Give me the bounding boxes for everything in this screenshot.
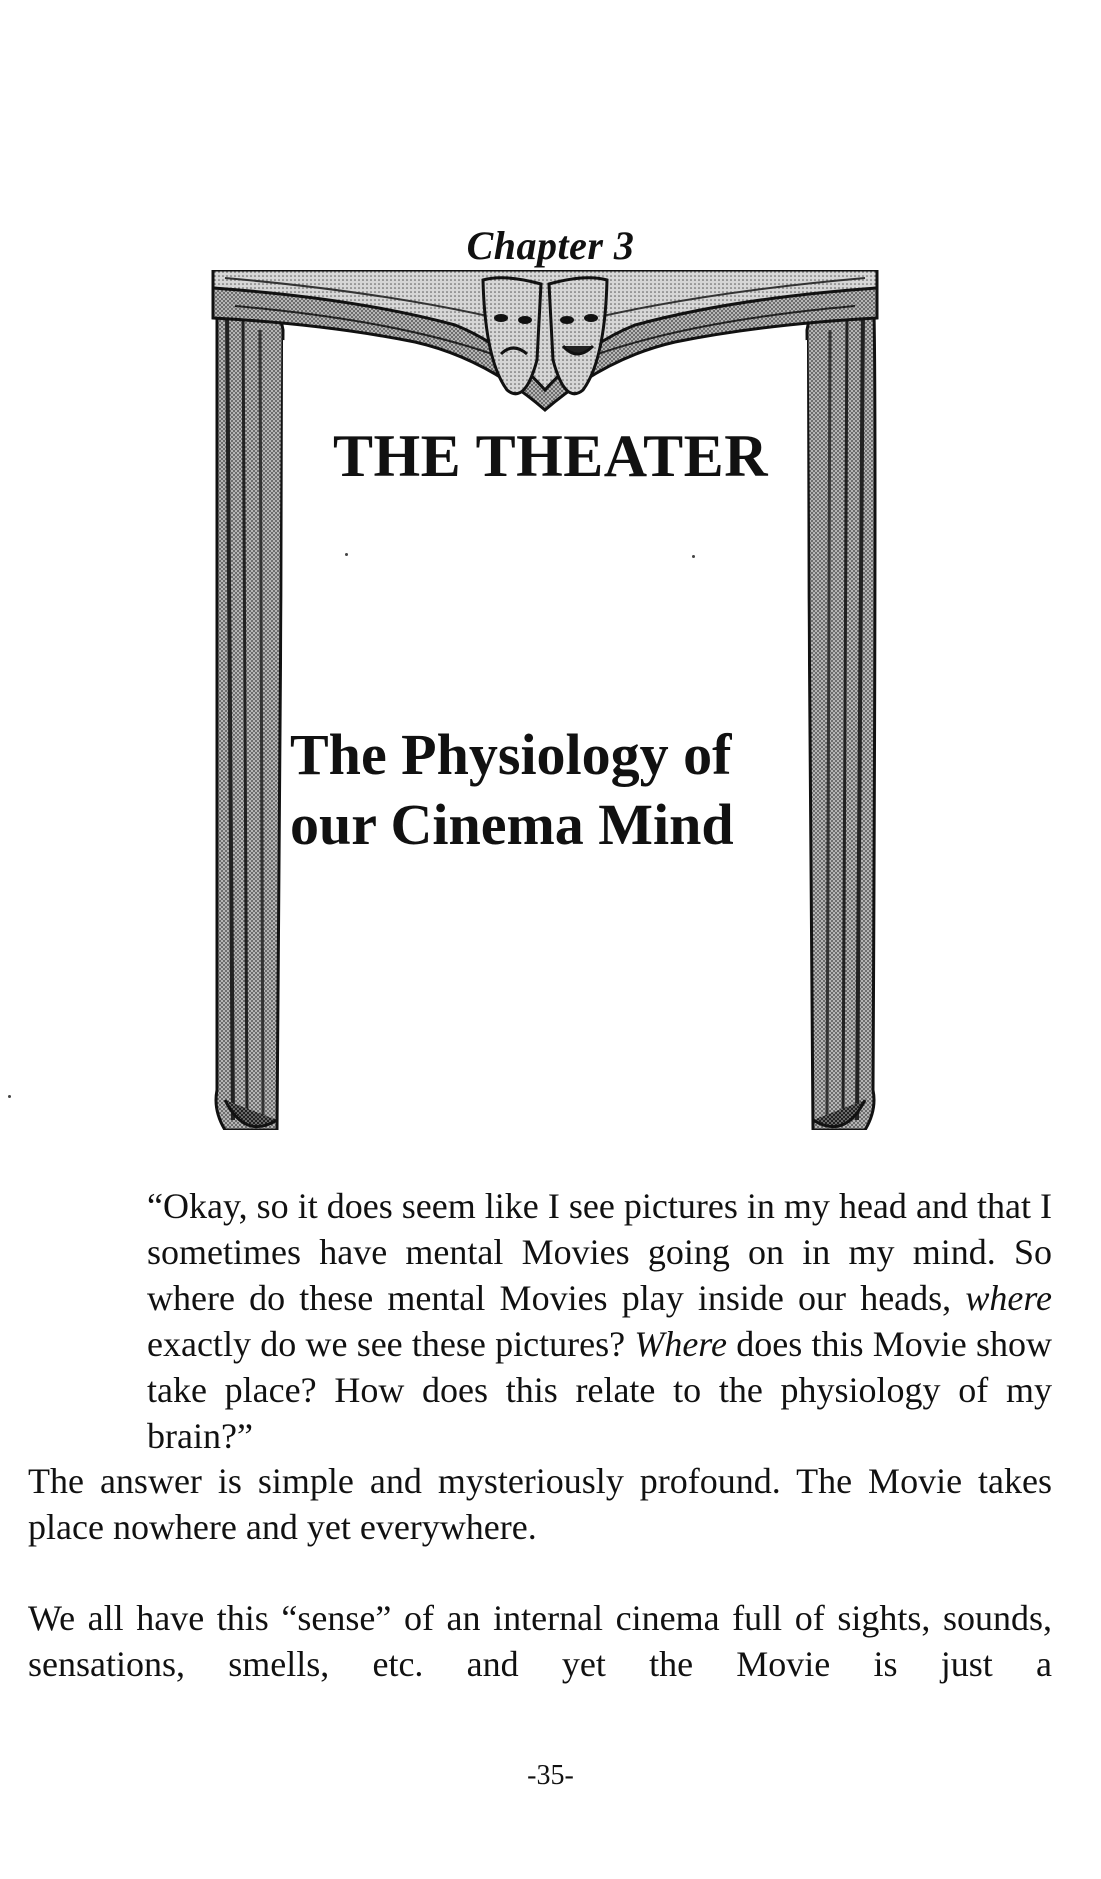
left-drape [216, 290, 283, 1130]
page-number: -35- [527, 1760, 574, 1791]
indented-quote [147, 1183, 1052, 1459]
quote-part-1: “Okay, so it does seem like I see pictures in my head and that I sometimes have mental Movies going on in my mind. So where do these mental Movies play inside our heads, [147, 1186, 1052, 1318]
quote-part-2: exactly do we see these pictures? [147, 1324, 635, 1364]
right-drape [807, 290, 875, 1130]
quote-emphasis-where-2: Where [634, 1324, 727, 1364]
curtain-illustration [205, 270, 885, 1130]
chapter-title: THE THEATER [332, 423, 769, 489]
quote-part-3: does this Movie show take place? How does this relate to the physiology of my brain?” [147, 1324, 1052, 1456]
body-paragraph-2: We all have this “sense” of an internal cinema full of sights, sounds, sensations, smells, etc. and yet the Movie is just a [28, 1598, 1052, 1684]
scan-speck [8, 1095, 11, 1098]
theater-curtain-with-masks-icon [205, 270, 885, 1130]
scan-speck [345, 553, 348, 556]
chapter-subtitle [290, 720, 810, 860]
subtitle-line-1: The Physiology of [290, 722, 732, 787]
subtitle-line-2: our Cinema Mind [290, 792, 734, 857]
body-paragraph-1: The answer is simple and mysteriously profound. The Movie takes place nowhere and yet everywhere. [28, 1461, 1052, 1547]
quote-emphasis-where: where [965, 1278, 1052, 1318]
chapter-label: Chapter 3 [466, 223, 635, 268]
scan-speck [692, 555, 695, 558]
